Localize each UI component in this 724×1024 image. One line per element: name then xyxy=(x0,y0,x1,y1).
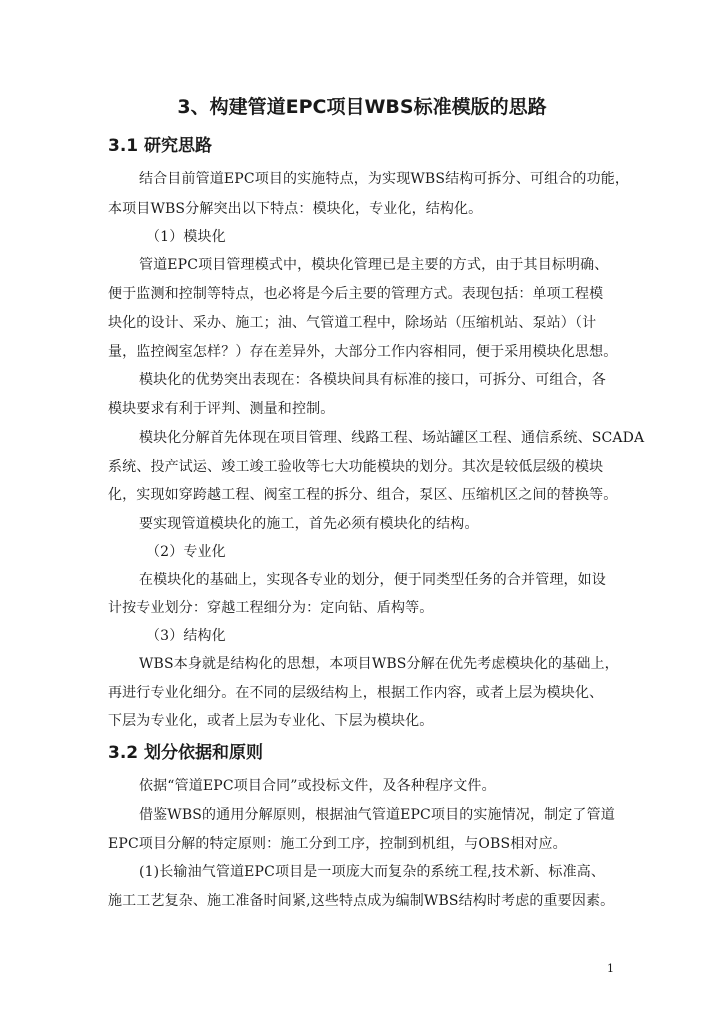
section-heading-3-1: 3.1 研究思路 xyxy=(108,136,213,156)
subheading-structuring: （3）结构化 xyxy=(146,628,226,644)
section-heading-3-2: 3.2 划分依据和原则 xyxy=(108,743,264,763)
subheading-specialization: （2）专业化 xyxy=(146,544,226,560)
paragraph-line: EPC项目分解的特定原则：施工分到工序，控制到机组，与OBS相对应。 xyxy=(108,836,567,852)
paragraph-line: 借鉴WBS的通用分解原则，根据油气管道EPC项目的实施情况，制定了管道 xyxy=(139,807,615,823)
paragraph-line: 模块要求有利于评判、测量和控制。 xyxy=(108,401,335,417)
paragraph-line: 模块化分解首先体现在项目管理、线路工程、场站罐区工程、通信系统、SCADA xyxy=(139,430,645,446)
paragraph-line: 管道EPC项目管理模式中，模块化管理已是主要的方式，由于其目标明确、 xyxy=(139,257,609,273)
subheading-modularization: （1）模块化 xyxy=(146,229,226,245)
paragraph-line: 结合目前管道EPC项目的实施特点，为实现WBS结构可拆分、可组合的功能， xyxy=(139,171,630,187)
page-title: 3、构建管道EPC项目WBS标准模版的思路 xyxy=(177,96,547,118)
paragraph-line: WBS本身就是结构化的思想，本项目WBS分解在优先考虑模块化的基础上， xyxy=(139,656,619,672)
paragraph-line: 要实现管道模块化的施工，首先必须有模块化的结构。 xyxy=(139,516,479,532)
paragraph-line: 系统、投产试运、竣工竣工验收等七大功能模块的划分。其次是较低层级的模块 xyxy=(108,459,604,475)
paragraph-line: 再进行专业化细分。在不同的层级结构上，根据工作内容，或者上层为模块化、 xyxy=(108,685,604,701)
paragraph-line: 在模块化的基础上，实现各专业的划分，便于同类型任务的合并管理，如设 xyxy=(139,572,606,588)
paragraph-line: 便于监测和控制等特点，也必将是今后主要的管理方式。表现包括：单项工程模 xyxy=(108,286,604,302)
paragraph-line: 下层为专业化，或者上层为专业化、下层为模块化。 xyxy=(108,713,434,729)
paragraph-line: 化，实现如穿跨越工程、阀室工程的拆分、组合，泵区、压缩机区之间的替换等。 xyxy=(108,487,618,503)
paragraph-line: 模块化的优势突出表现在：各模块间具有标准的接口，可拆分、可组合，各 xyxy=(139,372,606,388)
paragraph-line: (1)长输油气管道EPC项目是一项庞大而复杂的系统工程,技术新、标准高、 xyxy=(139,864,606,880)
paragraph-line: 依据“管道EPC项目合同”或投标文件，及各种程序文件。 xyxy=(139,778,496,794)
paragraph-line: 量，监控阀室怎样？）存在差异外，大部分工作内容相同，便于采用模块化思想。 xyxy=(108,344,618,360)
paragraph-line: 本项目WBS分解突出以下特点：模块化，专业化，结构化。 xyxy=(108,201,483,217)
page-number: 1 xyxy=(607,962,614,975)
paragraph-line: 施工工艺复杂、施工准备时间紧,这些特点成为编制WBS结构时考虑的重要因素。 xyxy=(108,893,615,909)
paragraph-line: 块化的设计、采办、施工；油、气管道工程中，除场站（压缩机站、泵站）（计 xyxy=(108,315,597,331)
paragraph-line: 计按专业划分：穿越工程细分为：定向钻、盾构等。 xyxy=(108,600,434,616)
